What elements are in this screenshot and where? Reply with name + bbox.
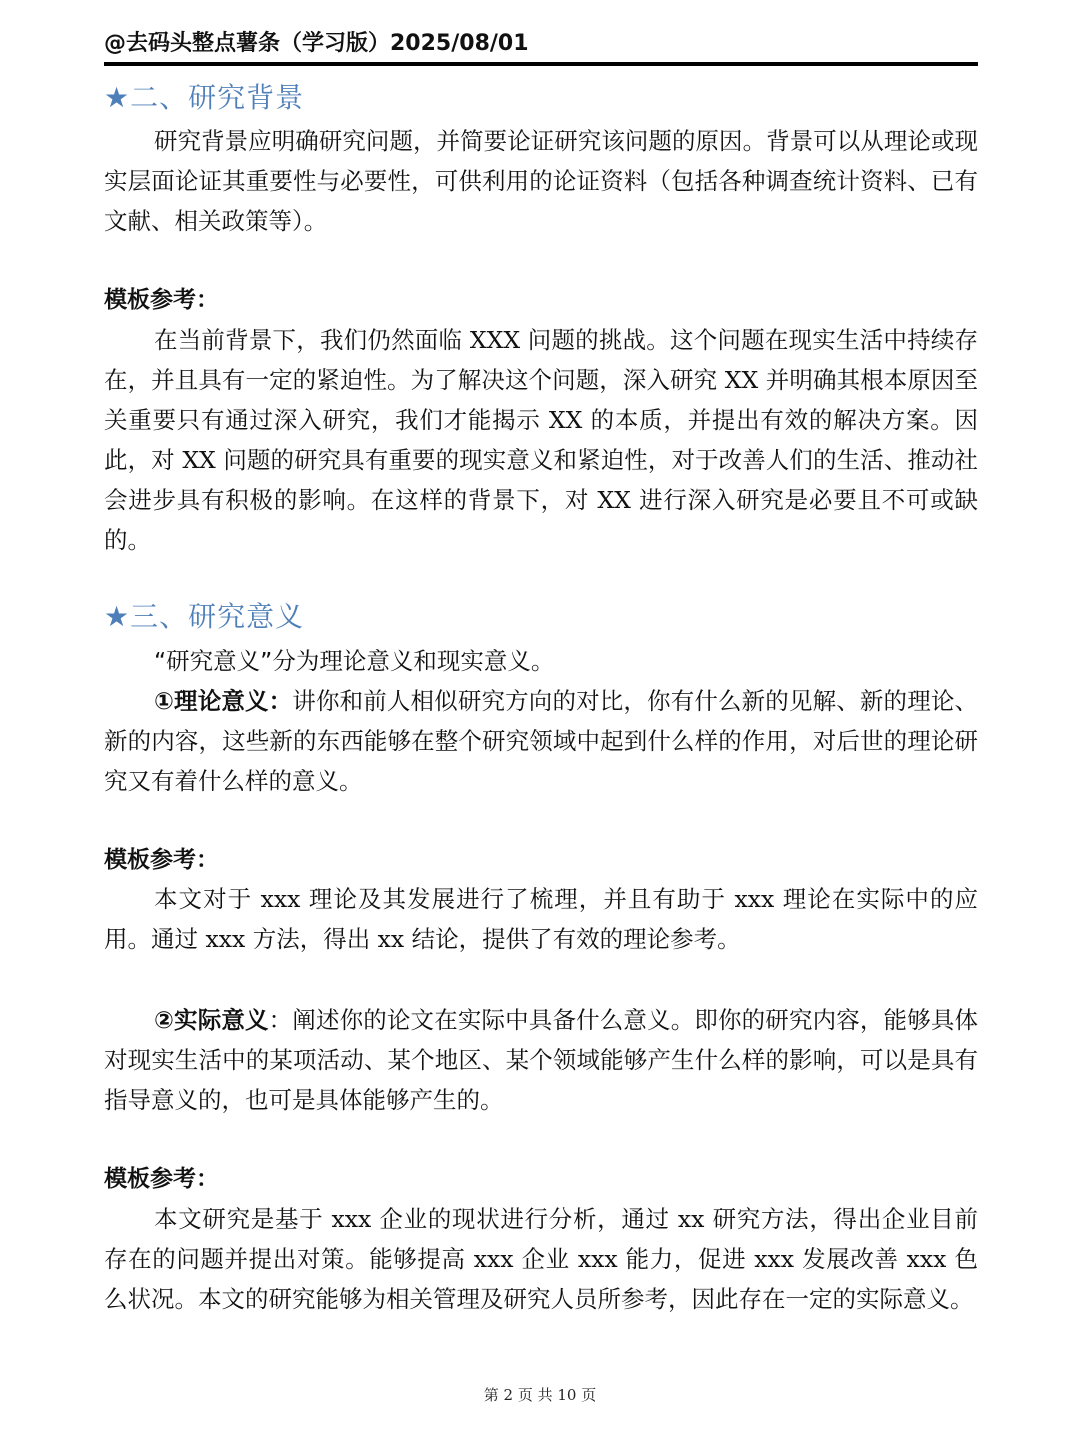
significance-intro-paragraph: “研究意义”分为理论意义和现实意义。 [154,647,555,675]
template-label: 模板参考： [104,286,219,313]
practical-significance-label: ②实际意义 [154,1006,269,1034]
section-heading-background: ★二、研究背景 [104,81,305,114]
background-template-paragraph: 在当前背景下，我们仍然面临 XXX 问题的挑战。这个问题在现实生活中持续存在，并且具有一定的紧迫性。为了解决这个问题，深入研究 XX 并明确其根本原因至关重要只有通过深入研究，我们才能揭示 XX 的本质，并提出有效的解决方案。因此，对 XX 问题的研究具有重要的现实意义和紧迫性，对于改善人们的生活、推动社会进步具有积极的影响。在这样的背景下，对 XX 进行深入研究是必要且不可或缺的。 [104,326,978,554]
practical-significance-text: ：阐述你的论文在实际中具备什么意义。即你的研究内容，能够具体对现实生活中的某项活动、某个地区、某个领域能够产生什么样的影响，可以是具有指导意义的，也可是具体能够产生的。 [104,1006,978,1114]
background-intro-paragraph: 研究背景应明确研究问题，并简要论证研究该问题的原因。背景可以从理论或现实层面论证其重要性与必要性，可供利用的论证资料（包括各种调查统计资料、已有文献、相关政策等）。 [104,127,978,235]
theory-significance-text: 讲你和前人相似研究方向的对比，你有什么新的见解、新的理论、新的内容，这些新的东西能够在整个研究领域中起到什么样的作用，对后世的理论研究又有着什么样的意义。 [104,687,978,795]
template-label: 模板参考： [104,1165,219,1192]
section-heading-significance: ★三、研究意义 [104,600,305,633]
theory-significance-label: ①理论意义： [154,687,293,715]
page-header-title: @去码头整点薯条（学习版）2025/08/01 [104,31,529,56]
document-page [104,0,978,1440]
header-divider [104,62,978,66]
template-label: 模板参考： [104,846,219,873]
theory-template-paragraph: 本文对于 xxx 理论及其发展进行了梳理，并且有助于 xxx 理论在实际中的应用。通过 xxx 方法，得出 xx 结论，提供了有效的理论参考。 [104,885,978,953]
page-number-footer: 第 2 页 共 10 页 [483,1386,597,1404]
theory-significance-paragraph [104,681,978,801]
practical-template-paragraph: 本文研究是基于 xxx 企业的现状进行分析，通过 xx 研究方法，得出企业目前存在的问题并提出对策。能够提高 xxx 企业 xxx 能力，促进 xxx 发展改善 xxx 色么状况。本文的研究能够为相关管理及研究人员所参考，因此存在一定的实际意义。 [104,1205,978,1313]
practical-significance-paragraph [104,1000,978,1120]
